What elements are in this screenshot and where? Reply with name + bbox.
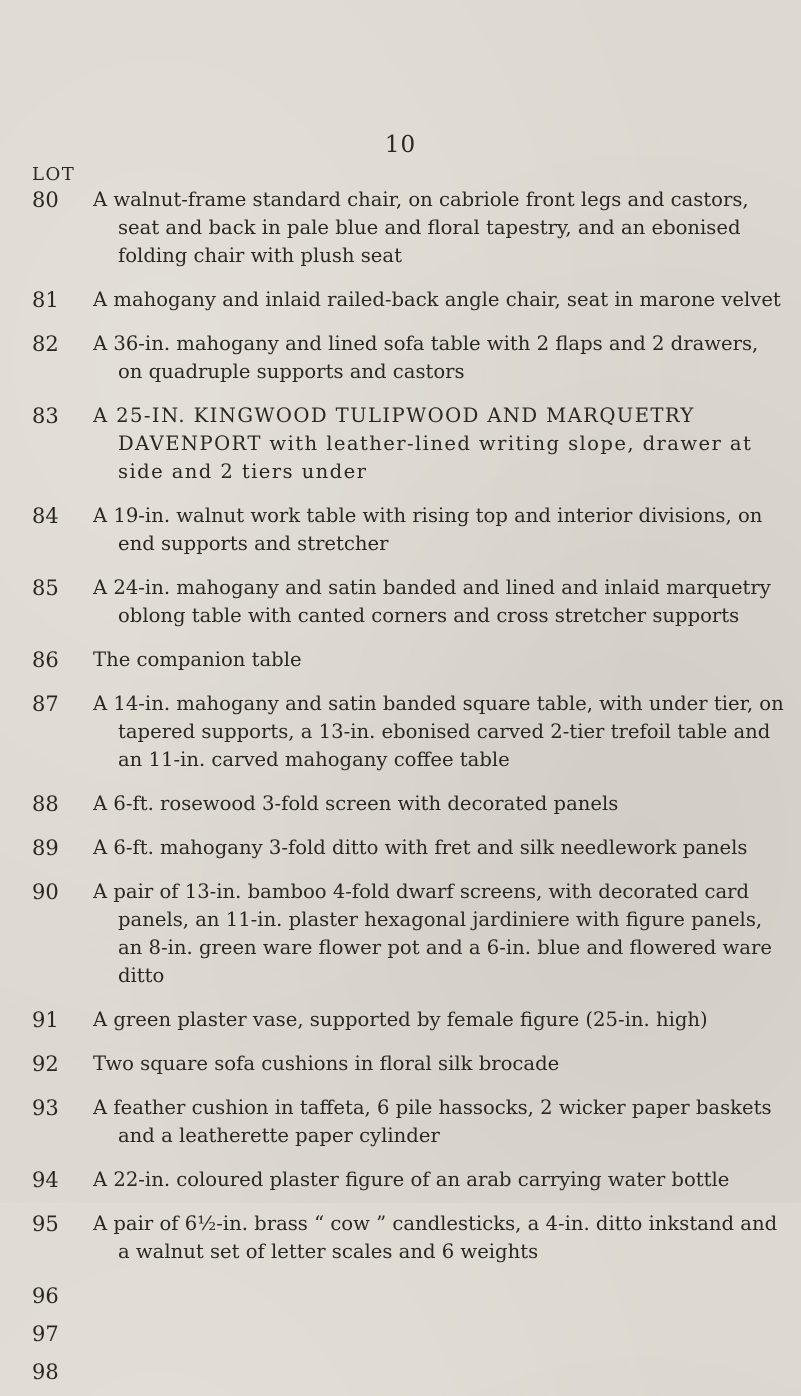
lot-number: 83: [32, 404, 59, 428]
lot-entry: [32, 402, 784, 486]
lot-entry: [32, 1282, 784, 1310]
lot-entry: [32, 1358, 784, 1386]
lot-number: 95: [32, 1212, 59, 1236]
lot-description: A 14-in. mahogany and satin banded square table, with under tier, on tapered supports, a 13-in. ebonised carved 2-tier trefoil table and an 11-in. carved mahogany coffee table: [93, 692, 784, 771]
lot-entry: [32, 834, 784, 862]
lot-entry: [32, 1210, 784, 1266]
lot-entry: [32, 646, 784, 674]
lot-entry: [32, 690, 784, 774]
lot-number: 85: [32, 576, 59, 600]
lot-number: 82: [32, 332, 59, 356]
lot-description: Two square sofa cushions in floral silk brocade: [93, 1052, 560, 1075]
lot-entry: [32, 1094, 784, 1150]
lot-entry: [32, 878, 784, 990]
lot-entry: [32, 574, 784, 630]
lot-description: A 22-in. coloured plaster figure of an arab carrying water bottle: [93, 1168, 730, 1191]
lot-description: A 36-in. mahogany and lined sofa table with 2 flaps and 2 drawers, on quadruple supports and castors: [93, 332, 759, 383]
lot-entry: [32, 1166, 784, 1194]
lot-number: 88: [32, 792, 59, 816]
lot-number: 96: [32, 1284, 59, 1308]
lot-number: 81: [32, 288, 59, 312]
lot-number: 91: [32, 1008, 59, 1032]
lot-description: A 6-ft. rosewood 3-fold screen with decorated panels: [93, 792, 619, 815]
lot-description: A 25-IN. KINGWOOD TULIPWOOD AND MARQUETRY DAVENPORT with leather-lined writing slope, drawer at side and 2 tiers under: [93, 404, 753, 483]
lot-description: A mahogany and inlaid railed-back angle chair, seat in marone velvet: [93, 288, 781, 311]
lot-number: 93: [32, 1096, 59, 1120]
lot-number: 84: [32, 504, 59, 528]
lot-number: 92: [32, 1052, 59, 1076]
lot-entry: [32, 790, 784, 818]
lot-number: 90: [32, 880, 59, 904]
lot-number: 80: [32, 188, 59, 212]
lot-description: A feather cushion in taffeta, 6 pile hassocks, 2 wicker paper baskets and a leatherette paper cylinder: [93, 1096, 772, 1147]
lot-description: A 6-ft. mahogany 3-fold ditto with fret and silk needlework panels: [93, 836, 748, 859]
lot-description: The companion table: [93, 648, 302, 671]
page-number: 10: [384, 132, 417, 158]
lot-entry: [32, 330, 784, 386]
lot-entry: [32, 502, 784, 558]
lot-description: A pair of 13-in. bamboo 4-fold dwarf screens, with decorated card panels, an 11-in. plaster hexagonal jardiniere with figure panels, an 8-in. green ware flower pot and a 6-in. blue and flowered ware ditto: [93, 880, 772, 987]
lot-entry: [32, 1320, 784, 1348]
lot-number: 86: [32, 648, 59, 672]
lot-number: 98: [32, 1360, 59, 1384]
lot-description: A pair of 6½-in. brass “ cow ” candlesticks, a 4-in. ditto inkstand and a walnut set of letter scales and 6 weights: [93, 1212, 778, 1263]
lot-description: A 19-in. walnut work table with rising top and interior divisions, on end supports and stretcher: [93, 504, 763, 555]
lot-number: 97: [32, 1322, 59, 1346]
lot-number: 89: [32, 836, 59, 860]
lot-column-heading: LOT: [32, 164, 76, 185]
lot-description: A 24-in. mahogany and satin banded and lined and inlaid marquetry oblong table with canted corners and cross stretcher supports: [93, 576, 771, 627]
lot-entry: [32, 286, 784, 314]
lot-entry: [32, 186, 784, 270]
lot-number: 94: [32, 1168, 59, 1192]
lot-description: A green plaster vase, supported by female figure (25-in. high): [93, 1008, 708, 1031]
lot-list: [32, 186, 784, 1396]
lot-description: A walnut-frame standard chair, on cabriole front legs and castors, seat and back in pale blue and floral tapestry, and an ebonised folding chair with plush seat: [93, 188, 749, 267]
lot-entry: [32, 1050, 784, 1078]
lot-number: 87: [32, 692, 59, 716]
lot-entry: [32, 1006, 784, 1034]
